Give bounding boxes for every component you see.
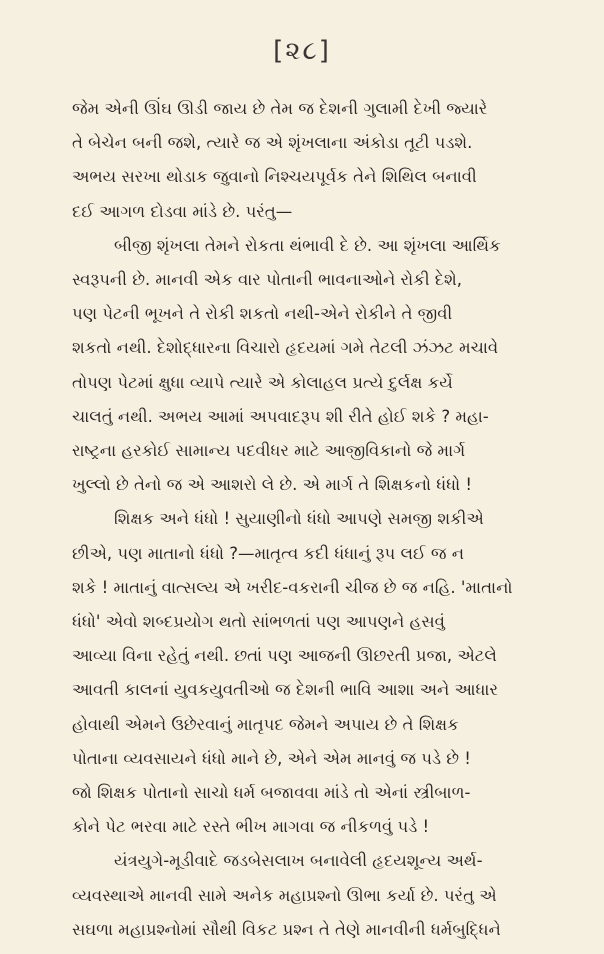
- text-line: ખુલ્લો છે તેનો જ એ આશરો લે છે. એ માર્ગ તે શિક્ષકનો ધંધો !: [72, 475, 473, 495]
- text-line: જો શિક્ષક પોતાનો સાચો ધર્મ બજાવવા માંડે તો એનાં સ્ત્રીબાળ-: [72, 783, 471, 803]
- text-line: અભય સરખા થોડાક જુવાનો નિશ્ચયપૂર્વક તેને શિથિલ બનાવી: [72, 167, 477, 187]
- text-line: તોપણ પેટમાં ક્ષુધા વ્યાપે ત્યારે એ કોલાહલ પ્રત્યે દુર્લક્ષ કર્યે: [72, 372, 453, 392]
- text-line: કોને પેટ ભરવા માટે રસ્તે ભીખ માગવા જ નીકળવું પડે !: [72, 817, 430, 837]
- paragraph: [72, 502, 550, 844]
- body-text: [72, 92, 550, 947]
- text-line: પણ પેટની ભૂખને તે રોકી શકતો નથી-એને રોકીને તે જીવી: [72, 304, 453, 324]
- text-line: વ્યવસ્થાએ માનવી સામે અનેક મહાપ્રશ્નો ઊભા કર્યા છે. પરંતુ એ: [72, 885, 497, 905]
- text-line: સ્વરૂપની છે. માનવી એક વાર પોતાની ભાવનાઓને રોકી દેશે,: [72, 270, 462, 290]
- text-line: યંત્રયુગે-મૂડીવાદે જડબેસલાખ બનાવેલી હૃદયશૂન્ય અર્થ-: [114, 851, 483, 871]
- text-line: દઈ આગળ દોડવા માંડે છે. પરંતુ—: [72, 201, 293, 221]
- text-line: પોતાના વ્યવસાયને ધંધો માને છે, એને એમ માનવું જ પડે છે !: [72, 748, 471, 768]
- text-line: છીએ, પણ માતાનો ધંધો ?—માતૃત્વ કદી ધંધાનું રૂપ લઈ જ ન: [72, 543, 465, 563]
- paragraph: [72, 92, 550, 229]
- text-line: જેમ એની ઊંઘ ઊડી જાય છે તેમ જ દેશની ગુલામી દેખી જ્યારે: [72, 99, 488, 118]
- text-line: સઘળા મહાપ્રશ્નોમાં સૌથી વિકટ પ્રશ્ન તે તેણે માનવીની ધર્મબુદ્ધિને: [72, 919, 501, 939]
- page-number: [૨૮]: [273, 36, 331, 66]
- text-line: રાષ્ટ્રના હરકોઈ સામાન્ય પદવીધર માટે આજીવિકાનો જે માર્ગ: [72, 441, 466, 461]
- text-line: શિક્ષક અને ધંધો ! સુયાણીનો ધંધો આપણે સમજી શકીએ: [114, 509, 484, 529]
- text-line: આવ્યા વિના રહેતું નથી. છતાં પણ આજની ઊછરતી પ્રજા, એટલે: [72, 646, 497, 666]
- text-line: બીજી શૃંખલા તેમને રોકતા થંભાવી દે છે. આ શૃંખલા આર્થિક: [114, 235, 501, 255]
- text-line: ધંધો' એવો શબ્દપ્રયોગ થતો સાંભળતાં પણ આપણને હસવું: [72, 612, 445, 632]
- text-line: ચાલતું નથી. અભય આમાં અપવાદરૂપ શી રીતે હોઈ શકે ? મહા-: [72, 406, 489, 426]
- text-line: તે બેચેન બની જશે, ત્યારે જ એ શૃંખલાના અંકોડા તૂટી પડશે.: [72, 133, 473, 153]
- text-line: આવતી કાલનાં યુવકયુવતીઓ જ દેશની ભાવિ આશા અને આધાર: [72, 680, 498, 700]
- paragraph: [72, 844, 550, 947]
- text-line: શકતો નથી. દેશોદ્ધારના વિચારો હૃદયમાં ગમે તેટલી ઝંઝટ મચાવે: [72, 338, 499, 358]
- text-line: હોવાથી એમને ઉછેરવાનું માતૃપદ જેમને અપાય છે તે શિક્ષક: [72, 714, 459, 734]
- paragraph: [72, 229, 550, 503]
- text-line: શકે ! માતાનું વાત્સલ્ય એ ખરીદ-વકરાની ચીજ છે જ નહિ. 'માતાનો: [72, 577, 513, 597]
